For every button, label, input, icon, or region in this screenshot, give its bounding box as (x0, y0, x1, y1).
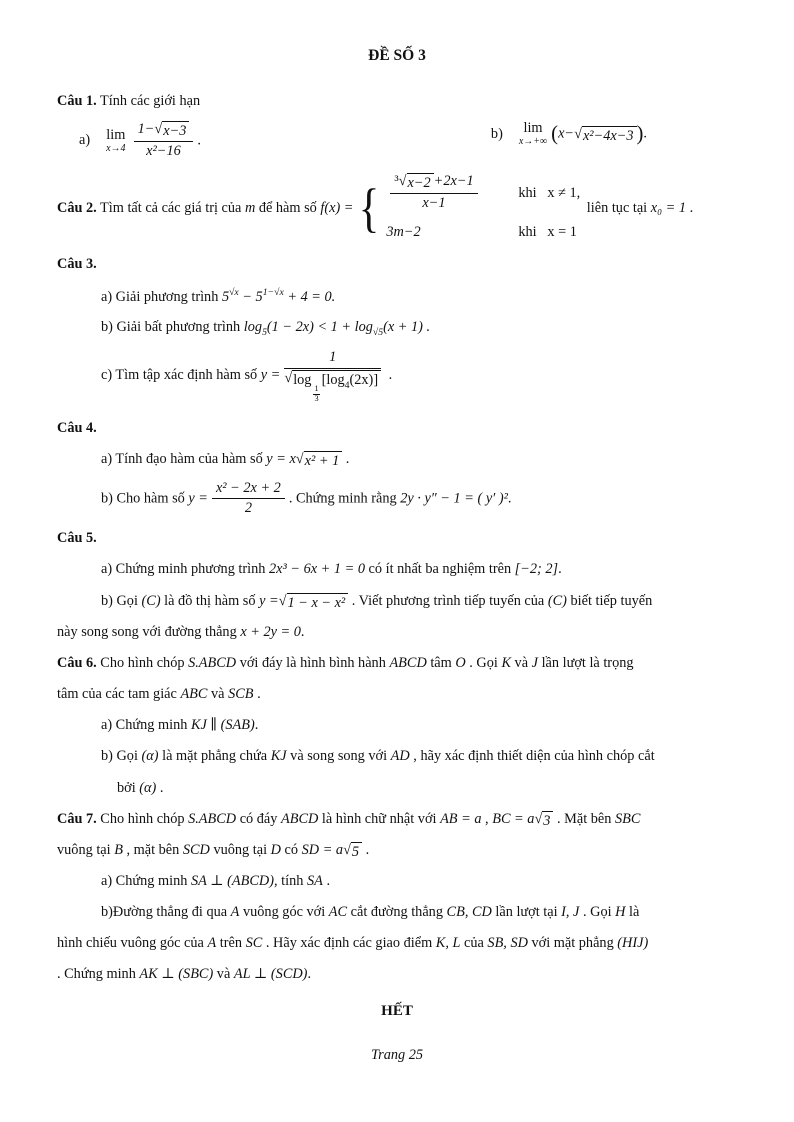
math-run: SCD (182, 841, 210, 858)
sqrt-expression (574, 126, 636, 145)
q3-item-c (101, 349, 737, 403)
math-run: AL ⊥ (SCD) (233, 966, 308, 983)
case-row (386, 173, 580, 213)
text-runs (289, 490, 512, 506)
math-run: SCB (228, 686, 254, 703)
radicand: 1 − x − x² (287, 593, 349, 612)
text-run: [log (321, 372, 345, 389)
text-run: tâm của các tam giác (57, 686, 181, 703)
radicand: x−2 (407, 173, 434, 192)
math-run: ABCD (281, 810, 319, 827)
text-run: bởi (117, 779, 140, 796)
page-number: Trang 25 (370, 1046, 424, 1063)
text-run: . (385, 367, 393, 384)
text-run: . (307, 966, 312, 983)
text-run: với đáy là hình bình hành (236, 654, 390, 671)
superscript: √x (229, 286, 239, 298)
fraction (284, 349, 381, 403)
radical-sign: ³√ (394, 173, 407, 190)
text-run: với mặt phẳng (527, 935, 618, 952)
lim-subscript: x→4 (106, 143, 126, 155)
math-run: SBC (615, 810, 641, 827)
sqrt-expression (343, 842, 362, 861)
math-run: ABCD (389, 654, 427, 671)
text-run: . Mặt bên (553, 810, 615, 827)
math-run: (α) (139, 779, 157, 796)
math-run: f(x) = (320, 200, 354, 217)
item-prefix: a) (79, 132, 91, 149)
item-prefix: b) (490, 125, 503, 142)
text-run: vuông góc với (239, 904, 329, 921)
math-run: 3m−2 (386, 224, 421, 241)
numerator: 1 (314, 383, 319, 393)
question-label: Câu 7. (57, 810, 97, 827)
text-run: có đáy (236, 810, 281, 827)
radicand (292, 370, 381, 403)
q5-heading: Câu 5. (57, 530, 97, 547)
q3-item-a (101, 285, 737, 308)
text-run: cắt đường thẳng (347, 904, 447, 921)
math-run: ABC (180, 686, 208, 703)
radicand: 5 (351, 842, 362, 861)
piecewise-function (356, 173, 580, 243)
math-run: x + 2y = 0 (240, 623, 301, 640)
text-run: a) Tính đạo hàm của hàm số (101, 451, 267, 468)
text-run: . (643, 125, 647, 142)
text-run: . (362, 841, 370, 858)
sqrt-expression (296, 451, 342, 470)
text-run: . (342, 451, 350, 468)
cbrt-expression (394, 173, 433, 192)
q7-item-b-line2 (57, 932, 737, 954)
text-run: là mặt phẳng chứa (158, 748, 271, 765)
math-run: x₀ = 1 (650, 200, 686, 217)
superscript: 1−√x (262, 286, 284, 298)
subscript: 5 (262, 327, 267, 339)
radical-sign: √ (574, 125, 582, 142)
text-run: b) Cho hàm số (101, 490, 189, 507)
q7-statement-line2 (57, 839, 737, 861)
text-run: biết tiếp tuyến (566, 592, 653, 609)
text-run: trên (216, 935, 246, 952)
text-run: b)Đường thẳng đi qua (101, 904, 231, 921)
q1-heading (57, 90, 737, 112)
text-run: Cho hình chóp (96, 654, 189, 671)
text-run: vuông tại (209, 841, 271, 858)
math-run: I, J (561, 904, 580, 921)
math-run: B (114, 841, 123, 858)
math-run: A (207, 935, 217, 952)
text-run: b) Giải bất phương trình (101, 319, 244, 336)
q5-item-b-line1 (101, 590, 737, 612)
math-run: S.ABCD (188, 810, 237, 827)
q1-intro: Tính các giới hạn (96, 93, 201, 110)
text-runs (101, 490, 208, 506)
radicand: 3 (542, 811, 553, 830)
case-expression (386, 173, 506, 213)
text-run: . Viết phương trình tiếp tuyến của (348, 592, 548, 609)
text-run: . Chứng minh rằng (288, 490, 401, 507)
text-run: . (253, 686, 261, 703)
math-run: y = x (266, 451, 296, 468)
text-run: . (197, 132, 201, 149)
math-run: (α) (141, 748, 159, 765)
math-run: H (615, 904, 626, 921)
fraction (212, 480, 285, 519)
math-run: K, L (435, 935, 461, 952)
denominator: 2 (244, 500, 252, 517)
q5-item-a (101, 558, 737, 580)
denominator: x−1 (422, 195, 446, 212)
text-run: a) Giải phương trình (101, 288, 222, 305)
text-run: , mặt bên (122, 841, 183, 858)
math-run: (C) (547, 592, 567, 609)
math-run: y = (259, 592, 279, 609)
radical-sign: √ (295, 451, 304, 468)
case-rows (386, 173, 580, 243)
text-run: và (207, 686, 229, 703)
text-run: , hãy xác định thiết diện của hình chóp cắt (409, 748, 655, 765)
text-run: b) Gọi (101, 592, 142, 609)
left-paren: ( (551, 122, 559, 145)
math-run: SA (307, 873, 323, 889)
math-run: S.ABCD (188, 654, 237, 671)
denominator (284, 369, 381, 403)
text-run: a) Chứng minh (101, 873, 191, 889)
radical-sign: √ (534, 810, 543, 827)
q6-statement-line1 (57, 652, 737, 674)
math-run: AB = a (440, 810, 482, 827)
case-row (386, 221, 580, 243)
math-run: J (531, 654, 538, 671)
right-paren: ) (636, 122, 644, 145)
fraction (390, 173, 477, 213)
math-run: y = (260, 367, 281, 384)
lim-subscript: x→+∞ (518, 136, 548, 148)
math-run: SC (245, 935, 263, 952)
radicand: x²−4x−3 (582, 126, 637, 145)
text-run: . (156, 779, 164, 796)
numerator: 1 (284, 349, 381, 369)
math-run: O (455, 654, 466, 671)
text-run: . (254, 717, 259, 734)
text-run: hình chiếu vuông góc của (57, 935, 208, 952)
math-run: A (230, 904, 240, 921)
question-label: Câu 2. (57, 200, 97, 217)
text-run: (2x)] (349, 372, 379, 389)
math-run: SA ⊥ (ABCD) (190, 873, 275, 889)
subscript: √5 (372, 327, 384, 339)
sqrt-expression (534, 811, 553, 830)
sqrt-expression (279, 593, 349, 612)
radicand: x−3 (162, 121, 189, 140)
fraction (134, 121, 194, 161)
math-run: SD = a (301, 841, 344, 858)
math-run: KJ (270, 748, 287, 765)
exam-title: ĐỀ SỐ 3 (368, 47, 426, 64)
limit-operator (106, 128, 125, 154)
subscript: 4 (344, 380, 350, 392)
text-run: vuông tại (57, 841, 115, 858)
math-run: 1− (137, 121, 155, 138)
limit-operator (519, 121, 547, 147)
math-run: CB, CD (446, 904, 492, 921)
text-run: liên tục tại (583, 200, 651, 217)
text-run: lần lượt là trọng (538, 654, 634, 671)
text-run: này song song với đường thẳng (57, 623, 241, 640)
text-run: a) Chứng minh phương trình (101, 561, 270, 578)
math-run: AK ⊥ (SBC) (139, 966, 214, 983)
math-run: SB, SD (487, 935, 528, 952)
sqrt-expression (154, 121, 189, 140)
denominator: 3 (314, 393, 319, 403)
text-run: . (507, 490, 512, 507)
text-run: là hình chữ nhật với (318, 810, 441, 827)
case-brace: { (359, 177, 380, 238)
radical-sign: √ (284, 370, 293, 387)
q7-statement-line1 (57, 808, 737, 830)
math-run: (C) (141, 592, 161, 609)
text-run: và (510, 654, 532, 671)
math-run: AC (328, 904, 348, 921)
q4-item-a (101, 448, 737, 470)
q6-item-a (101, 714, 737, 736)
numerator (390, 173, 477, 194)
math-run: y = (188, 490, 208, 507)
q7-item-a (101, 870, 737, 892)
text-run: lần lượt tại (491, 904, 562, 921)
q1-item-b (491, 121, 647, 161)
log-base-fraction (313, 385, 319, 403)
denominator: x²−16 (146, 143, 181, 160)
math-run: 2x³ − 6x + 1 = 0 (269, 561, 365, 578)
text-run: . Hãy xác định các giao điểm (262, 935, 436, 952)
math-run: − 5 (238, 288, 263, 305)
math-run: (x + 1) . (383, 319, 431, 336)
math-run: (1 − 2x) < 1 + log (266, 319, 373, 336)
text-run: để hàm số (255, 200, 321, 217)
text-run: và song song với (286, 748, 391, 765)
case-expression (386, 221, 506, 243)
q1-item-a (79, 121, 201, 161)
math-run: K (501, 654, 511, 671)
q5-item-b-line2 (57, 621, 737, 643)
question-label: Câu 1. (57, 93, 97, 110)
math-run: BC = a (492, 810, 535, 827)
case-condition: khi x = 1 (518, 224, 577, 241)
lim-word: lim (106, 127, 126, 144)
text-run: tâm (426, 654, 456, 671)
text-run: . Gọi (579, 904, 616, 921)
text-run: Tìm tất cả các giá trị của (96, 200, 245, 217)
math-run: + 4 = 0. (283, 288, 336, 305)
text-run: a) Chứng minh (101, 717, 191, 734)
text-run: b) Gọi (101, 748, 142, 765)
text-run: có (280, 841, 302, 858)
text-run: . Chứng minh (57, 966, 140, 983)
q3-item-b (101, 316, 737, 340)
q2-statement (57, 173, 737, 243)
log-word: log (293, 372, 312, 389)
q3-heading: Câu 3. (57, 256, 97, 273)
text-run: có ít nhất ba nghiệm trên (364, 561, 515, 578)
text-run: . (300, 623, 305, 640)
case-condition: khi x ≠ 1, (518, 185, 581, 202)
math-run: 2y · y″ − 1 = ( y′ )² (400, 490, 508, 507)
math-run: log (243, 319, 263, 336)
lim-word: lim (523, 120, 543, 137)
q6-statement-line2 (57, 683, 737, 705)
text-run: là (625, 904, 640, 921)
text-run: của (460, 935, 488, 952)
math-run: m (244, 200, 256, 217)
math-run: (HIJ) (617, 935, 649, 952)
q4-heading: Câu 4. (57, 420, 97, 437)
numerator: x² − 2x + 2 (212, 480, 285, 500)
text-run: . (686, 200, 694, 217)
math-run: [−2; 2] (514, 561, 559, 578)
q7-item-b-line1 (101, 901, 737, 923)
math-run: D (270, 841, 281, 858)
radical-sign: √ (154, 121, 163, 138)
text-run: Cho hình chóp (96, 810, 189, 827)
radical-sign: √ (343, 841, 351, 858)
text-run: và (213, 966, 234, 983)
text-run: , tính (274, 873, 307, 889)
q1-items (57, 121, 737, 161)
sqrt-expression (284, 370, 381, 403)
q4-item-b (101, 480, 737, 519)
text-run: , (481, 810, 493, 827)
math-run: 5 (221, 288, 230, 305)
question-label: Câu 6. (57, 654, 97, 671)
q6-item-b-line1 (101, 745, 737, 767)
end-marker: HẾT (381, 1002, 413, 1019)
numerator (134, 121, 194, 142)
text-run: là đồ thị hàm số (160, 592, 260, 609)
q7-item-b-line3 (57, 963, 737, 985)
text-run: c) Tìm tập xác định hàm số (101, 367, 261, 384)
math-run: x− (558, 125, 575, 142)
radicand: x² + 1 (304, 451, 343, 470)
radical-sign: √ (278, 592, 287, 609)
q6-item-b-line2 (117, 777, 737, 799)
text-run: . (558, 561, 562, 578)
text-run: . (322, 873, 331, 889)
math-run: +2x−1 (433, 173, 474, 190)
math-run: AD (390, 748, 410, 765)
math-run: KJ ∥ (SAB) (190, 717, 255, 734)
text-run: . Gọi (465, 654, 502, 671)
